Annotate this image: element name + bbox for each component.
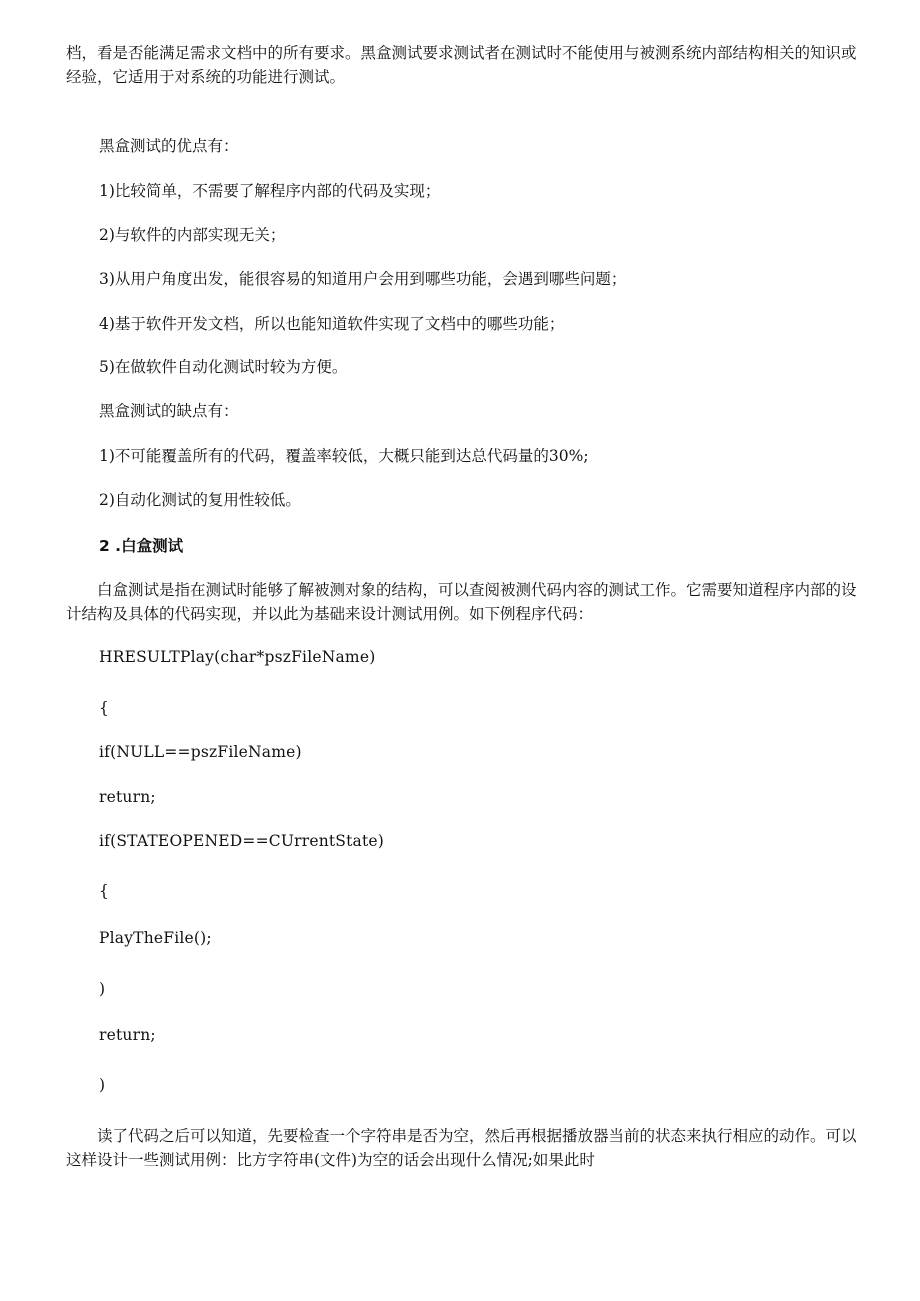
closing-paragraph: 读了代码之后可以知道，先要检查一个字符串是否为空，然后再根据播放器当前的状态来执行相应的动作。可以这样设计一些测试用例：比方字符串(文件)为空的话会出现什么情况;如果此时 (66, 1127, 857, 1169)
disadvantage-item: 2)自动化测试的复用性较低。 (99, 491, 301, 509)
code-line: { (99, 882, 110, 900)
advantage-item: 2)与软件的内部实现无关； (99, 226, 286, 244)
whitebox-paragraph: 白盒测试是指在测试时能够了解被测对象的结构，可以查阅被测代码内容的测试工作。它需要知道程序内部的设计结构及具体的代码实现，并以此为基础来设计测试用例。如下例程序代码： (66, 581, 857, 623)
code-line: ) (99, 980, 106, 998)
code-line: PlayTheFile(); (99, 929, 212, 947)
section-heading: 2 .白盒测试 (99, 537, 184, 555)
intro-paragraph: 档，看是否能满足需求文档中的所有要求。黑盒测试要求测试者在测试时不能使用与被测系统内部结构相关的知识或经验，它适用于对系统的功能进行测试。 (66, 44, 857, 86)
advantage-item: 3)从用户角度出发，能很容易的知道用户会用到哪些功能，会遇到哪些问题； (99, 270, 627, 288)
advantage-item: 4)基于软件开发文档，所以也能知道软件实现了文档中的哪些功能； (99, 315, 565, 333)
code-line: ) (99, 1076, 106, 1094)
code-line: return; (99, 788, 156, 806)
advantages-title: 黑盒测试的优点有： (99, 137, 239, 155)
disadvantage-item: 1)不可能覆盖所有的代码，覆盖率较低，大概只能到达总代码量的30%; (99, 447, 589, 465)
code-line: if(STATEOPENED==CUrrentState) (99, 832, 385, 850)
code-line: return; (99, 1026, 156, 1044)
code-line: { (99, 699, 110, 717)
advantage-item: 1)比较简单，不需要了解程序内部的代码及实现； (99, 182, 441, 200)
code-line: if(NULL==pszFileName) (99, 743, 302, 761)
code-line: HRESULTPlay(char*pszFileName) (99, 648, 376, 666)
disadvantages-title: 黑盒测试的缺点有： (99, 402, 239, 420)
advantage-item: 5)在做软件自动化测试时较为方便。 (99, 358, 348, 376)
